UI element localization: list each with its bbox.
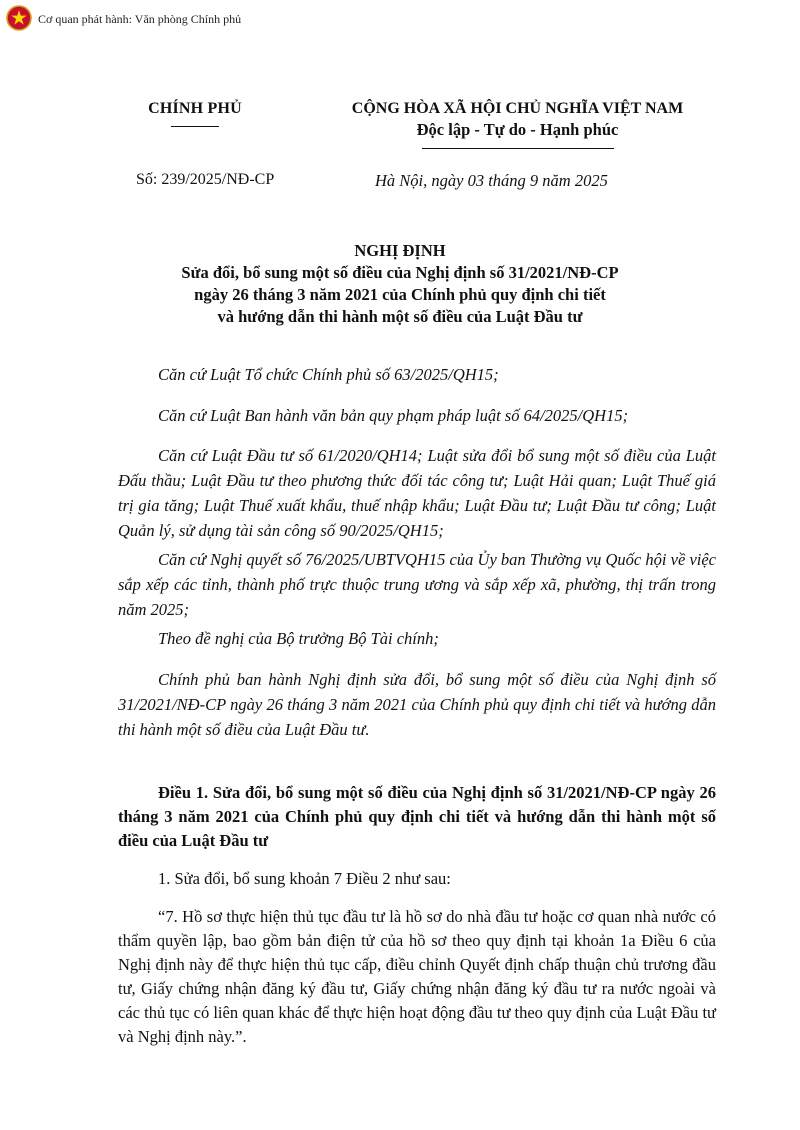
document-title [100,240,700,328]
agency-block [120,100,270,127]
national-motto: Độc lập - Tự do - Hạnh phúc [416,120,619,139]
preamble-paragraph: Theo đề nghị của Bộ trưởng Bộ Tài chính; [158,629,439,648]
issuer-bar [0,0,800,40]
national-emblem-icon [6,5,32,31]
clause-1: 1. Sửa đổi, bổ sung khoản 7 Điều 2 như sau: [158,869,451,888]
preamble-paragraph: Căn cứ Luật Tổ chức Chính phủ số 63/2025/QH15; [158,365,499,384]
document-type: NGHỊ ĐỊNH [354,241,446,260]
preamble-paragraph: Căn cứ Nghị quyết số 76/2025/UBTVQH15 của Ủy ban Thường vụ Quốc hội về việc sắp xếp các tỉnh, thành phố trực thuộc trung ương và sắp xếp xã, phường, thị trấn trong năm 2025; [118,550,716,619]
document-number: Số: 239/2025/NĐ-CP [136,171,275,188]
issuer-label: Cơ quan phát hành: Văn phòng Chính phủ [38,12,242,26]
title-line: và hướng dẫn thi hành một số điều của Luật Đầu tư [217,307,583,326]
preamble-paragraph: Chính phủ ban hành Nghị định sửa đổi, bổ sung một số điều của Nghị định số 31/2021/NĐ-CP ngày 26 tháng 3 năm 2021 của Chính phủ quy định chi tiết và hướng dẫn thi hành một số điều của Luật Đầu tư. [118,670,716,739]
agency-underline [171,126,219,127]
article-1-heading: Điều 1. Sửa đổi, bổ sung một số điều của Nghị định số 31/2021/NĐ-CP ngày 26 tháng 3 năm 2021 của Chính phủ quy định chi tiết và hướng dẫn thi hành một số điều của Luật Đầu tư [118,783,716,850]
clause-1-text: “7. Hồ sơ thực hiện thủ tục đầu tư là hồ sơ do nhà đầu tư hoặc cơ quan nhà nước có thẩm quyền lập, bao gồm bản điện tử của hồ sơ theo quy định tại khoản 1a Điều 6 của Nghị định này để thực hiện thủ tục cấp, điều chỉnh Quyết định chấp thuận chủ trương đầu tư, Giấy chứng nhận đăng ký đầu tư, Giấy chứng nhận đăng ký đầu tư ra nước ngoài và các thủ tục có liên quan khác để thực hiện hoạt động đầu tư theo quy định của Luật Đầu tư và Nghị định này.”. [118,907,716,1046]
preamble-paragraph: Căn cứ Luật Đầu tư số 61/2020/QH14; Luật sửa đổi bổ sung một số điều của Luật Đấu thầu; Luật Đầu tư theo phương thức đối tác công tư; Luật Hải quan; Luật Thuế giá trị gia tăng; Luật Thuế xuất khẩu, thuế nhập khẩu; Luật Đầu tư; Luật Đầu tư công; Luật Quản lý, sử dụng tài sản công số 90/2025/QH15; [118,446,716,540]
nation-name: CỘNG HÒA XÃ HỘI CHỦ NGHĨA VIỆT NAM [351,100,684,117]
place-date: Hà Nội, ngày 03 tháng 9 năm 2025 [375,171,608,190]
agency-name: CHÍNH PHỦ [148,100,242,117]
title-line: ngày 26 tháng 3 năm 2021 của Chính phủ quy định chi tiết [194,285,606,304]
preamble-paragraph: Căn cứ Luật Ban hành văn bản quy phạm pháp luật số 64/2025/QH15; [158,406,629,425]
motto-underline [422,148,614,149]
title-line: Sửa đổi, bổ sung một số điều của Nghị định số 31/2021/NĐ-CP [181,263,619,282]
national-header [320,100,715,149]
